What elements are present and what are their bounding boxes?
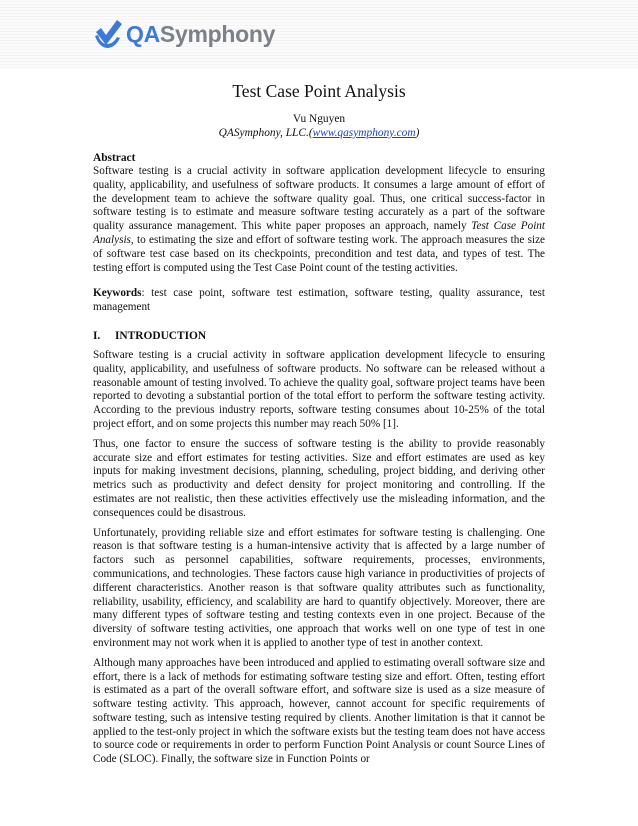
abstract-text-part1: Software testing is a crucial activity in software application development lifecycle to ensuring quality, applicability, and usefulness of software products. It consumes a large amount of effort of the development team to achieve the software quality goal. Thus, one critical success-factor in software testing is to estimate and measure software testing accurately as a part of the software quality assurance management. This white paper proposes an approach, namely <box>93 165 545 233</box>
paper-author: Vu Nguyen <box>292 113 346 125</box>
intro-paragraph: Unfortunately, providing reliable size and effort estimates for software testing is challenging. One reason is that software testing is a human-intensive activity that is affected by a large number of factors such as personnel capabilities, software requirements, processes, environments, communications, and technologies. These factors cause high variance in productivities of projects of different characteristics. Another reason is that software quality attributes such as functionality, reliability, usability, efficiency, and scalability are hard to quantify objectively. Moreover, there are many different types of software testing and testing contexts even in one project. Because of the diversity of software testing activities, one approach that works well on one type of test in one environment may not work when it is applied to another type of test in another context. <box>93 526 545 649</box>
paper-affiliation <box>93 126 545 140</box>
abstract-text-part2: , to estimating the size and effort of software testing work. The approach measures the size of software test case based on its checkpoints, precondition and test data, and types of test. The testing effort is computed using the Test Case Point count of the testing activities. <box>93 233 545 274</box>
affiliation-link[interactable]: www.qasymphony.com <box>312 127 416 139</box>
logo-wordmark <box>126 20 276 47</box>
keywords <box>93 287 545 315</box>
abstract-italic: Test Case Point Analysis <box>93 220 545 246</box>
qasymphony-logo <box>93 16 275 52</box>
keywords-text: : test case point, software test estimation, software testing, quality assurance, test management <box>93 287 545 314</box>
affiliation-prefix: QASymphony, LLC.( <box>218 127 313 139</box>
paper-content <box>93 80 545 767</box>
checkmark-icon <box>93 18 123 50</box>
section-heading-introduction <box>93 329 545 343</box>
intro-paragraph: Thus, one factor to ensure the success of software testing is the ability to provide reasonably accurate size and effort estimates for testing activities. Size and effort estimates are used as key inputs for making investment decisions, planning, scheduling, project bidding, and deriving other metrics such as productivity and defect density for project monitoring and controlling. If the estimates are not realistic, then these activities effectively use the misleading information, and the consequences could be disastrous. <box>93 437 545 519</box>
intro-paragraph: Software testing is a crucial activity in software application development lifecycle to ensuring quality, applicability, and usefulness of software products. No software can be released without a reasonable amount of testing involved. To achieve the quality goal, software project teams have been reported to devoting a substantial portion of the total effort to perform the software testing activity. According to the previous industry reports, software testing consumes about 10-25% of the total project effort, and on some projects this number may reach 50% [1]. <box>93 348 545 430</box>
section-title: INTRODUCTION <box>115 329 207 342</box>
keywords-label: Keywords <box>93 287 142 300</box>
abstract-text <box>93 165 545 275</box>
paper-title: Test Case Point Analysis <box>232 81 406 101</box>
logo-brand-symphony: Symphony <box>159 20 276 47</box>
header-band <box>0 0 638 68</box>
logo-brand-qa: QA <box>126 20 160 47</box>
abstract-heading: Abstract <box>93 152 136 164</box>
section-number: I. <box>93 329 101 342</box>
intro-paragraph: Although many approaches have been introduced and applied to estimating overall software size and effort, there is a lack of methods for estimating software testing size and effort. Often, testing effort is estimated as a part of the overall software effort, and software size is used as a size measure of software testing activity. This approach, however, cannot account for specific requirements of software testing, such as intensive testing required by clients. Another limitation is that it cannot be applied to the test-only project in which the software exists but the testing team does not have access to source code or requirements in order to perform Function Point Analysis or count Source Lines of Code (SLOC). Finally, the software size in Function Points or <box>93 656 545 766</box>
affiliation-suffix: ) <box>415 127 420 139</box>
